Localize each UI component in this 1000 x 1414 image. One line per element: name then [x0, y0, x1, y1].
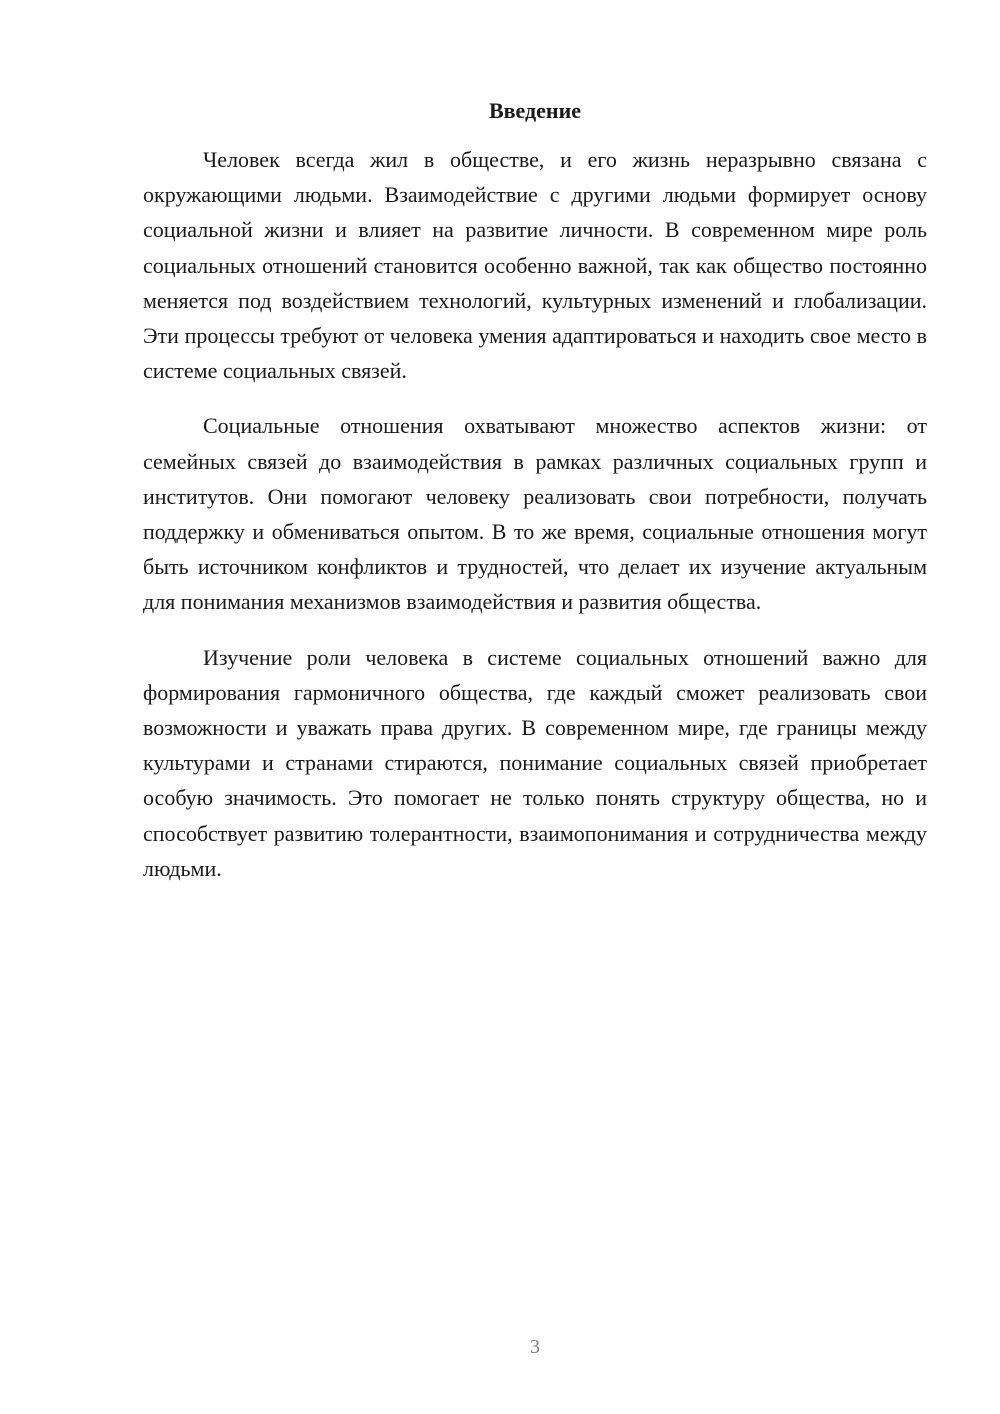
- body-text: [143, 142, 927, 906]
- page-title: Введение: [488, 98, 582, 123]
- paragraph-3: Изучение роли человека в системе социальных отношений важно для формирования гармоничного общества, где каждый сможет реализовать свои возможности и уважать права других. В современном мире, где границы между культурами и странами стираются, понимание социальных связей приобретает особую значимость. Это помогает не только понять структуру общества, но и способствует развитию толерантности, взаимопонимания и сотрудничества между людьми.: [143, 644, 927, 881]
- page-number: 3: [530, 1336, 540, 1358]
- paragraph-2: Социальные отношения охватывают множество аспектов жизни: от семейных связей до взаимодействия в рамках различных социальных групп и институтов. Они помогают человеку реализовать свои потребности, получать поддержку и обмениваться опытом. В то же время, социальные отношения могут быть источником конфликтов и трудностей, что делает их изучение актуальным для понимания механизмов взаимодействия и развития общества.: [143, 413, 927, 615]
- paragraph-1: Человек всегда жил в обществе, и его жизнь неразрывно связана с окружающими людьми. Взаимодействие с другими людьми формирует основу социальной жизни и влияет на развитие личности. В современном мире роль социальных отношений становится особенно важной, так как общество постоянно меняется под воздействием технологий, культурных изменений и глобализации. Эти процессы требуют от человека умения адаптироваться и находить свое место в системе социальных связей.: [143, 147, 927, 384]
